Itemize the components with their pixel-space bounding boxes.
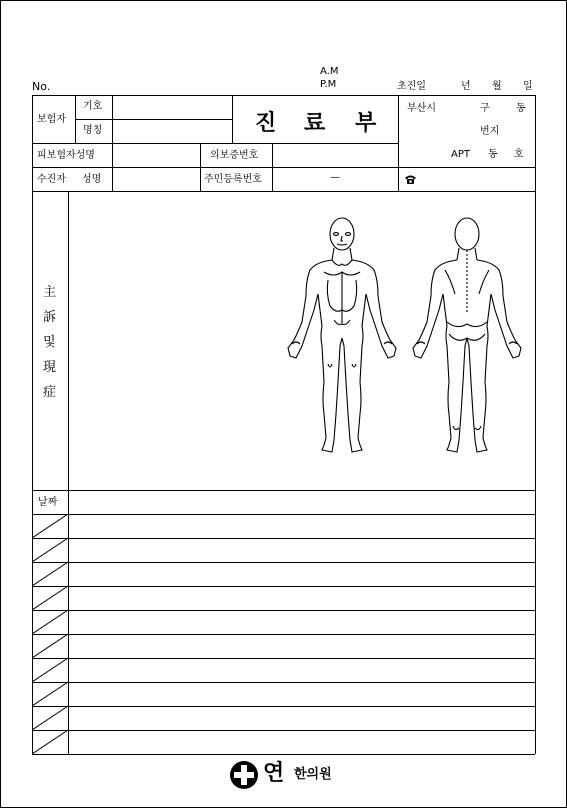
day-label: 일 xyxy=(523,81,533,92)
grid-line xyxy=(232,95,233,143)
am-label: A.M xyxy=(320,66,339,77)
form-top-border xyxy=(32,95,535,96)
address-dong: 동 xyxy=(516,103,526,114)
resident-no-label: 주민등록번호 xyxy=(204,174,262,185)
form-right-border xyxy=(535,95,536,754)
record-row-line xyxy=(32,634,535,635)
record-row-line xyxy=(32,682,535,683)
title-char-3: 부 xyxy=(355,110,377,136)
grid-line xyxy=(272,143,273,191)
grid-line xyxy=(112,95,113,191)
pm-label: P.M xyxy=(320,79,337,90)
complaint-char-2: 訴 xyxy=(43,310,57,325)
complaint-char-4: 現 xyxy=(43,360,57,375)
name-label: 명칭 xyxy=(83,125,103,136)
year-label: 년 xyxy=(461,81,471,92)
address-bunji: 번지 xyxy=(480,126,500,137)
record-row-line xyxy=(32,514,535,515)
cross-circle-icon xyxy=(229,760,259,790)
insurance-card-label: 의보증번호 xyxy=(210,150,259,161)
grid-line xyxy=(32,143,398,144)
month-label: 월 xyxy=(492,81,502,92)
title-char-2: 료 xyxy=(304,110,326,136)
grid-line xyxy=(75,95,76,143)
complaint-char-5: 症 xyxy=(43,385,57,400)
first-visit-label: 초진일 xyxy=(397,81,426,92)
insured-name-label: 피보험자성명 xyxy=(37,150,95,161)
record-row-line xyxy=(32,562,535,563)
form-bottom-border xyxy=(32,754,535,755)
patient-name-label: 성명 xyxy=(82,174,102,185)
body-front-figure xyxy=(282,214,402,462)
grid-line xyxy=(32,167,535,168)
address-gu: 구 xyxy=(480,103,490,114)
record-row-line xyxy=(32,586,535,587)
address-apt: APT xyxy=(451,149,470,160)
body-back-figure xyxy=(407,214,527,462)
resident-dash: — xyxy=(330,172,340,183)
address-apt-dong: 동 xyxy=(488,149,498,160)
brand-text: 한의원 xyxy=(294,767,332,782)
no-label: No. xyxy=(32,80,51,93)
complaint-char-1: 主 xyxy=(43,285,57,300)
grid-line xyxy=(200,143,201,191)
telephone-icon xyxy=(404,174,417,185)
record-row-line xyxy=(32,706,535,707)
record-row-line xyxy=(32,658,535,659)
grid-line xyxy=(398,95,399,191)
complaint-bottom-line xyxy=(32,490,535,491)
complaint-char-3: 및 xyxy=(43,335,56,350)
record-row-line xyxy=(32,610,535,611)
brand-char: 연 xyxy=(263,760,285,786)
date-label: 날짜 xyxy=(38,497,58,508)
insurer-label: 보험자 xyxy=(37,114,66,125)
grid-line xyxy=(32,191,535,192)
address-ho: 호 xyxy=(514,149,524,160)
date-cell-diagonals xyxy=(32,514,69,754)
address-city: 부산시 xyxy=(407,103,436,114)
grid-line xyxy=(75,119,232,120)
title-char-1: 진 xyxy=(255,110,277,136)
record-row-line xyxy=(32,730,535,731)
patient-label: 수진자 xyxy=(37,174,66,185)
record-row-line xyxy=(32,538,535,539)
code-label: 기호 xyxy=(83,101,103,112)
